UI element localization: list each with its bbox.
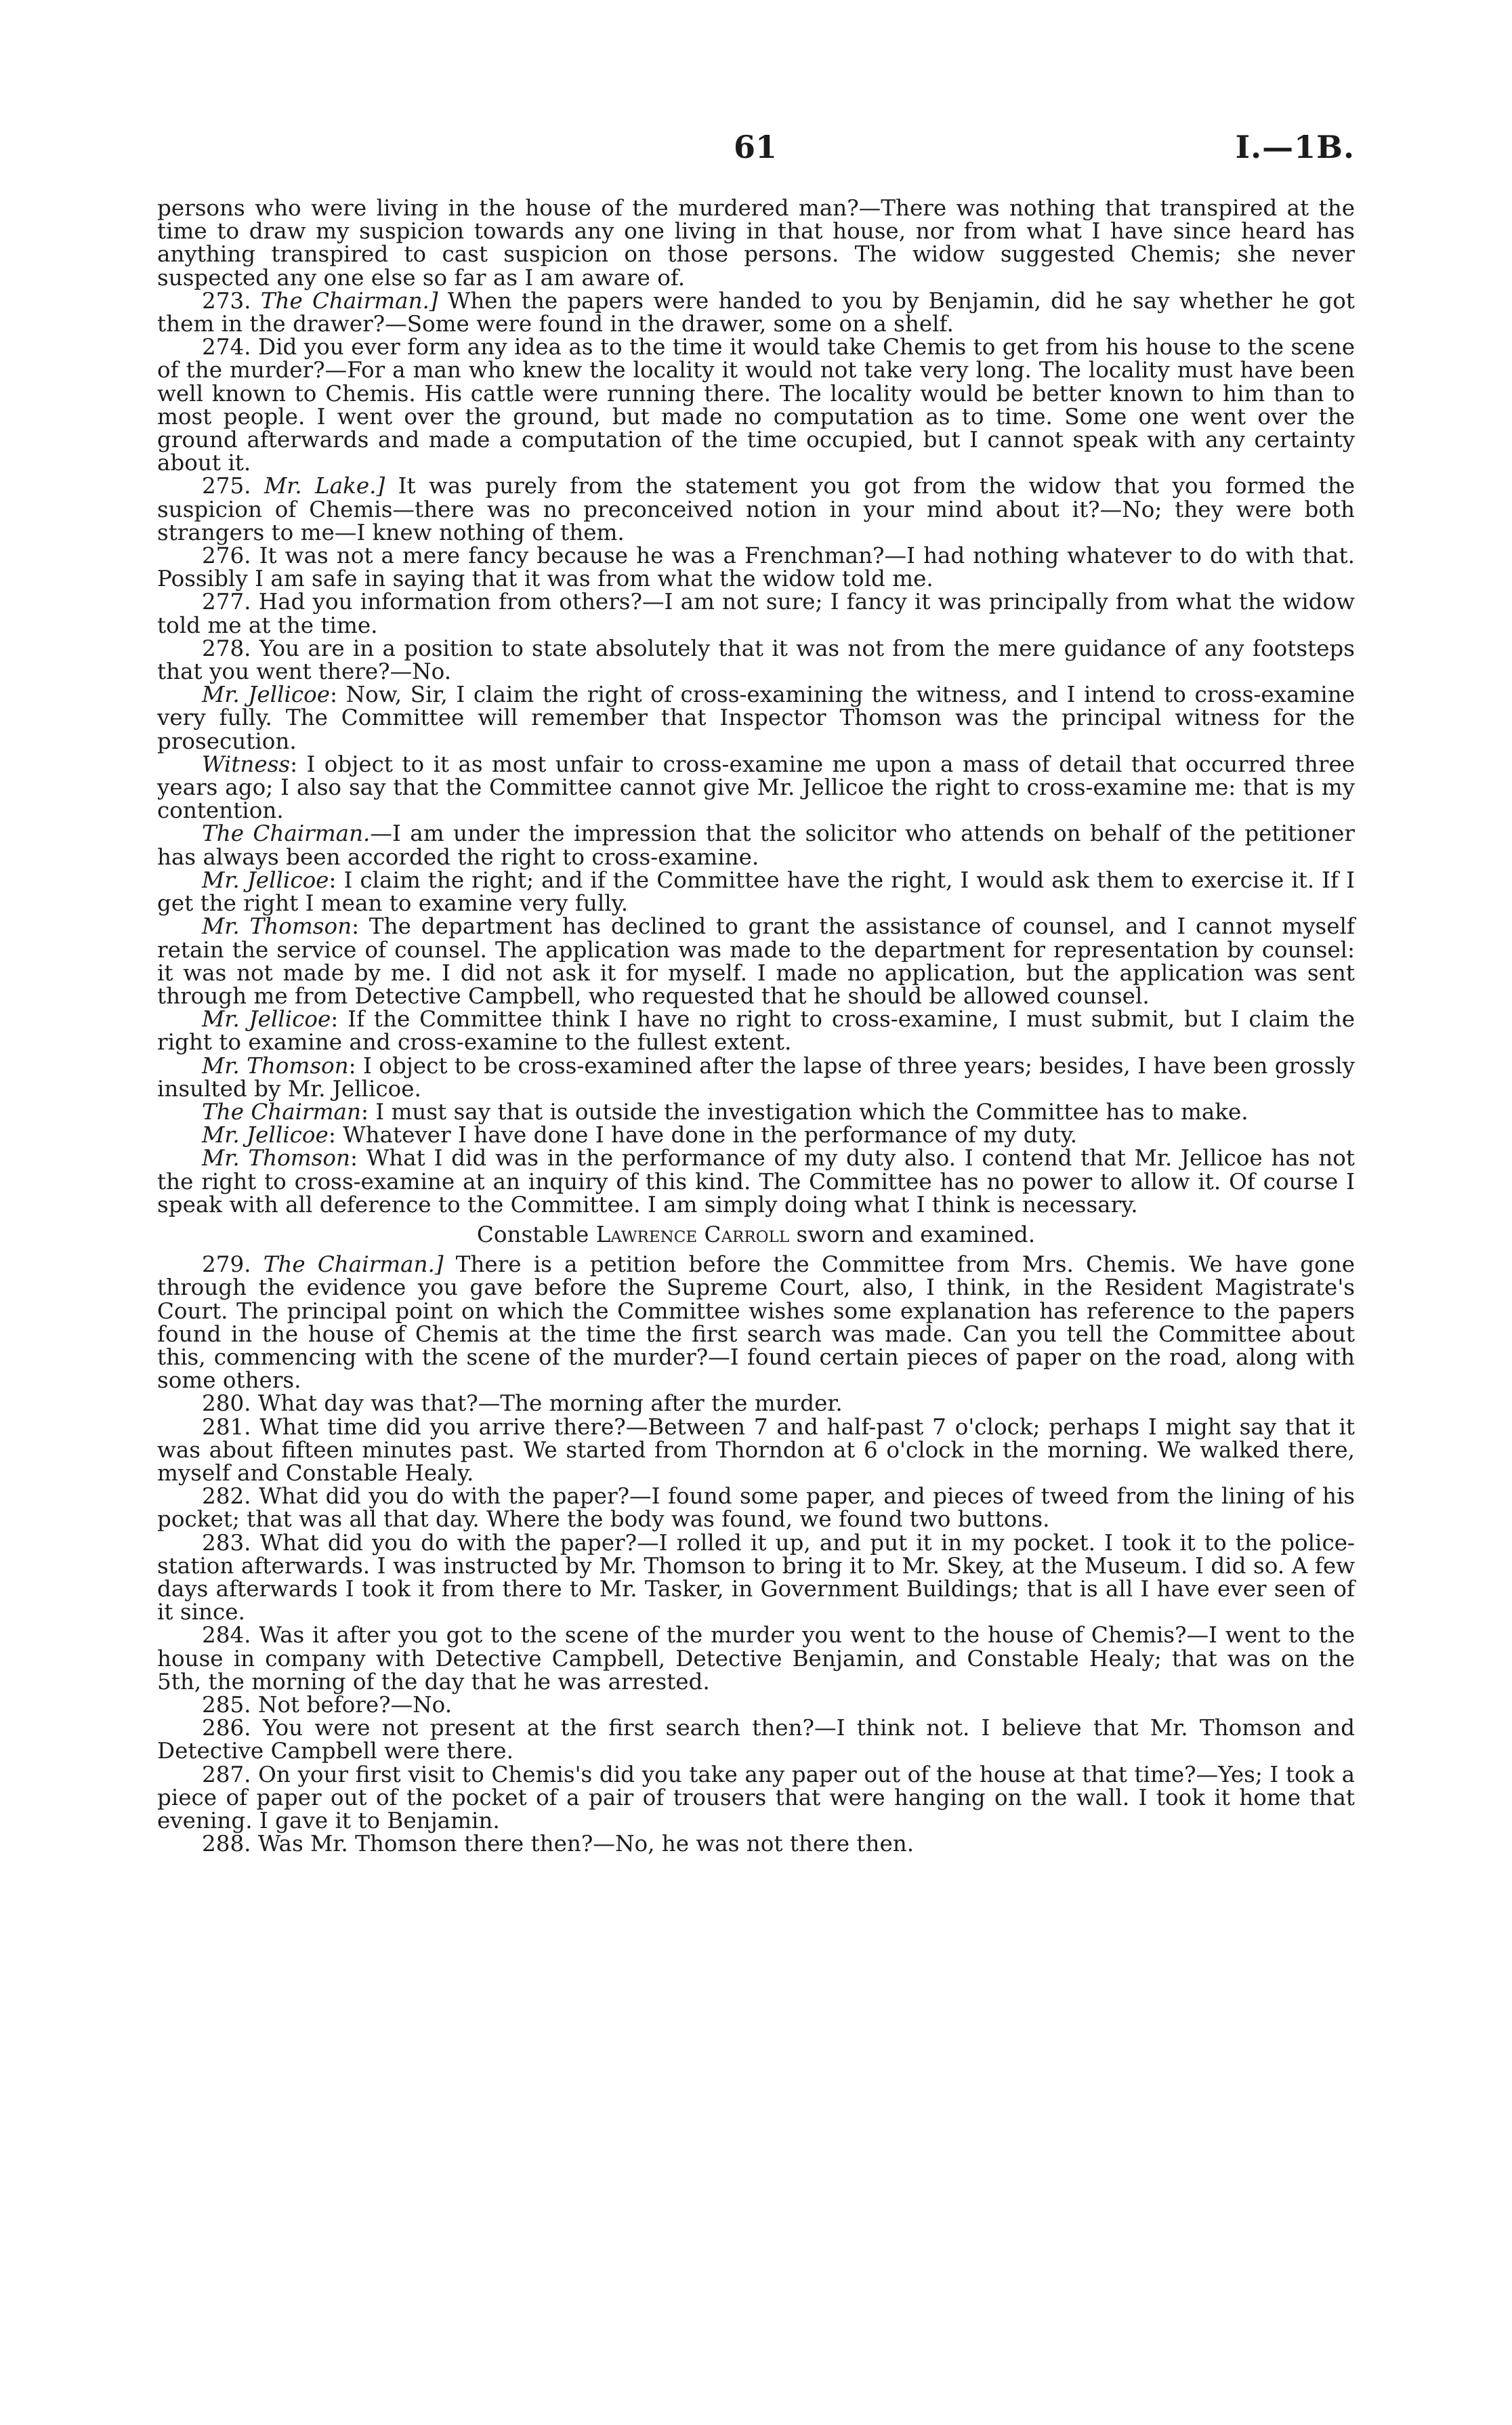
question-286 <box>157 1716 1355 1762</box>
statement <box>157 683 1355 753</box>
speaker: The Chairman <box>202 1098 361 1125</box>
speaker: Mr. Thomson <box>202 913 352 940</box>
paragraph-text: : What I did was in the performance of my duty also. I contend that Mr. Jellicoe has not the right to cross-examine at an inquiry of this kind. The Committee has no power to allow it. Of course I speak with all deference to the Committee. I am simply doing what I think is necessary. <box>157 1145 1356 1218</box>
question-number: 287. <box>202 1761 259 1787</box>
question-279 <box>157 1253 1355 1392</box>
question-number: 284. <box>202 1622 259 1649</box>
statement <box>157 822 1355 868</box>
document-reference: I.—1B. <box>1235 129 1355 165</box>
question-number: 273. <box>202 287 261 314</box>
question-277 <box>157 590 1355 636</box>
paragraph-text: Had you information from others?—I am not sure; I fancy it was principally from what the widow told me at the time. <box>157 589 1355 638</box>
question-273 <box>157 289 1355 335</box>
speaker: Witness <box>202 751 291 777</box>
witness-name: Lawrence Carroll <box>595 1221 790 1247</box>
paragraph-text: There is a petition before the Committee from Mrs. Chemis. We have gone through the evidence you gave before the Supreme Court, also, I think, in the Resident Magistrate's Court. The principal point on which the Committee wishes some explanation has reference to the papers found in the house of Chemis at the time the first search was made. Can you tell the Committee about this, commencing with the scene of the murder?—I found certain pieces of paper on the road, along with some others. <box>157 1251 1355 1394</box>
statement <box>157 1100 1355 1123</box>
speaker: The Chairman.] <box>260 287 438 314</box>
question-274 <box>157 335 1355 474</box>
paragraph-text: : Now, Sir, I claim the right of cross-examining the witness, and I intend to cross-examine very fully. The Committee will remember that Inspector Thomson was the principal witness for the prosecution. <box>157 682 1355 754</box>
speaker: Mr. Jellicoe <box>202 1006 331 1033</box>
question-number: 275. <box>202 473 264 499</box>
page-number: 61 <box>733 129 777 165</box>
paragraph-text: persons who were living in the house of the murdered man?—There was nothing that transpired at the time to draw my suspicion towards any one living in that house, nor from what I have since heard has anything transpired to cast suspicion on those persons. The widow suggested Chemis; she never suspected any one else so far as I am aware of. <box>157 195 1355 291</box>
speaker: Mr. Jellicoe <box>202 1122 329 1148</box>
statement <box>157 753 1355 823</box>
paragraph-text: : I claim the right; and if the Committee have the right, I would ask them to exercise it. If I get the right I mean to examine very fully. <box>157 867 1355 917</box>
paragraph-text: What did you do with the paper?—I found some paper, and pieces of tweed from the lining of his pocket; that was all that day. Where the body was found, we found two buttons. <box>157 1483 1355 1533</box>
paragraph-text: —I am under the impression that the solicitor who attends on behalf of the petitioner has always been accorded the right to cross-examine. <box>157 821 1355 870</box>
speaker: Mr. Jellicoe <box>202 867 329 893</box>
paragraph-text: : Whatever I have done I have done in the performance of my duty. <box>328 1122 1078 1148</box>
paragraph-text: Was it after you got to the scene of the murder you went to the house of Chemis?—I went to the house in company with Detective Campbell, Detective Benjamin, and Constable Healy; that was on the 5th, the morning of the day that he was arrested. <box>157 1622 1355 1695</box>
statement <box>157 1123 1355 1146</box>
speaker: The Chairman. <box>202 821 371 847</box>
paragraph-text: On your first visit to Chemis's did you take any paper out of the house at that time?—Yes; I took a piece of paper out of the pocket of a pair of trousers that were hanging on the wall. I took it home that evening. I gave it to Benjamin. <box>157 1761 1355 1834</box>
section-heading <box>157 1223 1355 1246</box>
paragraph-text: It was purely from the statement you got from the widow that you formed the suspicion of Chemis—there was no preconceived notion in your mind about it?—No; they were both strangers to me—I knew nothing of them. <box>157 473 1355 545</box>
question-280 <box>157 1392 1355 1415</box>
question-number: 276. <box>202 543 259 569</box>
speaker: Mr. Thomson <box>202 1052 349 1079</box>
paragraph-text: You are in a position to state absolutely that it was not from the mere guidance of any footsteps that you went there?—No. <box>157 635 1355 685</box>
heading-text: Constable <box>476 1221 596 1247</box>
paragraph-text: : If the Committee think I have no right to cross-examine, I must submit, but I claim the right to examine and cross-examine to the fullest extent. <box>157 1006 1355 1056</box>
statement <box>157 1146 1355 1216</box>
speaker: Mr. Jellicoe <box>202 682 331 708</box>
paragraph-text: You were not present at the first search then?—I think not. I believe that Mr. Thomson and Detective Campbell were there. <box>157 1715 1355 1764</box>
question-275 <box>157 474 1355 544</box>
paragraph-text: When the papers were handed to you by Benjamin, did he say whether he got them in the drawer?—Some were found in the drawer, some on a shelf. <box>157 287 1355 337</box>
question-number: 274. <box>202 334 258 360</box>
speaker: Mr. Lake.] <box>264 473 385 499</box>
statement <box>157 1054 1355 1100</box>
paragraph-text: Was Mr. Thomson there then?—No, he was not there then. <box>257 1831 915 1857</box>
document-body <box>157 196 1355 1855</box>
question-number: 286. <box>202 1715 263 1741</box>
statement <box>157 915 1355 1008</box>
question-number: 279. <box>202 1251 264 1278</box>
question-number: 288. <box>202 1831 258 1857</box>
paragraph-text: : I object to be cross-examined after the lapse of three years; besides, I have been grossly insulted by Mr. Jellicoe. <box>157 1052 1356 1102</box>
question-281 <box>157 1415 1355 1485</box>
paragraph-text: What time did you arrive there?—Between 7 and half-past 7 o'clock; perhaps I might say that it was about fifteen minutes past. We started from Thorndon at 6 o'clock in the morning. We walked there, myself and Constable Healy. <box>157 1413 1355 1486</box>
paragraph-text: : The department has declined to grant the assistance of counsel, and I cannot myself retain the service of counsel. The application was made to the department for representation by counsel: it was not made by me. I did not ask it for myself. I made no application, but the application was sent through me from Detective Campbell, who requested that he should be allowed counsel. <box>157 913 1356 1009</box>
question-number: 277. <box>202 589 259 615</box>
question-number: 280. <box>202 1390 258 1417</box>
question-285 <box>157 1693 1355 1716</box>
heading-text: sworn and examined. <box>789 1221 1036 1247</box>
paragraph-text: It was not a mere fancy because he was a Frenchman?—I had nothing whatever to do with that. Possibly I am safe in saying that it was from what the widow told me. <box>157 543 1355 592</box>
statement <box>157 1008 1355 1054</box>
question-288 <box>157 1832 1355 1855</box>
question-number: 278. <box>202 635 259 661</box>
paragraph-text: What did you do with the paper?—I rolled it up, and put it in my pocket. I took it to the police-station afterwards. I was instructed by Mr. Thomson to bring it to Mr. Skey, at the Museum. I did so. A few days afterwards I took it from there to Mr. Tasker, in Government Buildings; that is all I have ever seen of it since. <box>157 1529 1355 1625</box>
paragraph-text: Did you ever form any idea as to the time it would take Chemis to get from his house to the scene of the murder?—For a man who knew the locality it would not take very long. The locality must have been well known to Chemis. His cattle were running there. The locality would be better known to him than to most people. I went over the ground, but made no computation as to time. Some one went over the ground afterwards and made a computation of the time occupied, but I cannot speak with any certainty about it. <box>157 334 1355 476</box>
question-282 <box>157 1485 1355 1531</box>
paragraph <box>157 196 1355 289</box>
question-number: 281. <box>202 1413 260 1440</box>
question-number: 285. <box>202 1692 258 1718</box>
paragraph-text: : I must say that is outside the investigation which the Committee has to make. <box>360 1098 1248 1125</box>
paragraph-text: What day was that?—The morning after the murder. <box>257 1390 843 1417</box>
paragraph-text: Not before?—No. <box>257 1692 453 1718</box>
question-284 <box>157 1623 1355 1693</box>
question-283 <box>157 1531 1355 1624</box>
question-276 <box>157 544 1355 590</box>
paragraph-text: : I object to it as most unfair to cross-examine me upon a mass of detail that occurred three years ago; I also say that the Committee cannot give Mr. Jellicoe the right to cross-examine me: that is my contention. <box>157 751 1355 824</box>
speaker: Mr. Thomson <box>202 1145 350 1172</box>
statement <box>157 869 1355 915</box>
question-number: 283. <box>202 1529 260 1556</box>
question-number: 282. <box>202 1483 259 1510</box>
question-287 <box>157 1763 1355 1833</box>
question-278 <box>157 637 1355 683</box>
speaker: The Chairman.] <box>263 1251 444 1278</box>
